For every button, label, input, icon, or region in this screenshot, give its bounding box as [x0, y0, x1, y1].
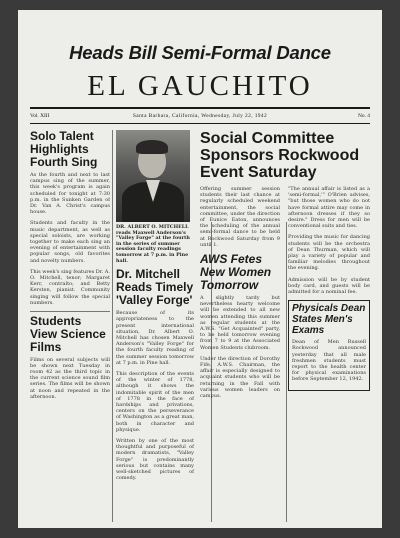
- article-paragraph: A slightly tardy but nevertheless hearty welcome will be extended to all new women attending this summer as regular students at the A.W.S. "Get Acquainted" party, to be held tomorrow evening from 7 to 9 at the Associated Women Students clubroom.: [200, 295, 280, 351]
- spanning-article-header: [200, 130, 370, 184]
- place-date: Santa Barbara, California, Wednesday, July 22, 1942: [132, 113, 268, 119]
- headline-aws: AWS Fetes New Women Tomorrow: [200, 252, 272, 293]
- headline-science-films: Students View Science Films: [30, 313, 106, 354]
- issue-number: No. 4: [358, 113, 370, 119]
- article-paragraph: Admission will be by student body card, and guests will be admitted for a nominal fee.: [288, 276, 370, 296]
- section-rule: [30, 311, 110, 312]
- column-social-continued: [288, 186, 370, 522]
- article-paragraph: Providing the music for dancing students will be the orchestra of Dean Thurman, which will play a variety of popular and familiar melodies throughout the evening.: [288, 234, 370, 272]
- article-paragraph: Offering summer session students their last chance at regularly scheduled weekend entertainment, the social committee, under the direction of Eunice Eaton, announces the scheduling of the annual semi-formal dance to be held at Rockwood Saturday from 9 until 1.: [200, 186, 280, 248]
- headline-solo-talent: Solo Talent Highlights Fourth Sing: [30, 130, 98, 169]
- masthead-rule-bottom: [30, 123, 370, 124]
- column-divider: [112, 130, 113, 522]
- article-paragraph: Because of its appropriateness to the present international situation, Dr. Albert O. Mitchell has chosen Maxwell Anderson's "Valley Forge" for the fourth faculty reading of the summer session tomorrow at 7 p.m. in Pine hall.: [116, 310, 194, 366]
- volume-number: Vol. XIII: [30, 113, 50, 119]
- column-divider: [286, 222, 287, 522]
- article-paragraph: "The annual affair is listed as a 'semi-formal,'" O'Brien advises, "but those women who do not have formal attire may come in afternoon dresses if they so desire." Dress for men will be conventional suits and ties.: [288, 186, 370, 230]
- article-paragraph: Dean of Men Russell Rockwood announced yesterday that all male freshmen students must report to the health center for physical examinations before September 12, 1942.: [292, 339, 366, 383]
- article-paragraph: Under the direction of Dorothy Fife, A.W.S. Chairman, the affair is especially designed to acquaint students who will be returning in the Fall with various women leaders on campus.: [200, 355, 280, 400]
- portrait-photo: [116, 130, 190, 222]
- physicals-box: [288, 300, 370, 390]
- column-mitchell: [116, 130, 208, 522]
- article-paragraph: Written by one of the most thoughtful and purposeful of modern dramatists, "Valley Forge" is predominantly serious but contains many well-sketched pictures of comedy.: [116, 438, 194, 482]
- headline-physicals: Physicals Dean States Men's Exams: [292, 303, 366, 337]
- column-solo-talent: [30, 130, 110, 522]
- article-paragraph: This description of the events of the winter of 1778, although it shows the indomitable spirit of the men of 1778 in the face of hardships and privations, centers on the perseverance of Washington as a great man, both in character and physique.: [116, 370, 194, 433]
- article-paragraph: As the fourth and next to last campus sing of the summer, this week's program is again scheduled for tonight at 7:30 p.m. in the Sunken Garden of Dr. Van A. Christ's campus house.: [30, 172, 110, 216]
- headline-social-committee: Social Committee Sponsors Rockwood Event Saturday: [200, 130, 360, 181]
- headline-valley-forge: Dr. Mitchell Reads Timely 'Valley Forge': [116, 267, 194, 308]
- photo-caption: DR. ALBERT O. MITCHELL reads Maxwell Anderson's "Valley Forge" at the fourth in the series of summer session faculty readings tomorrow at 7 p.m. in Pine hall.: [116, 224, 190, 264]
- banner-headline: Heads Bill Semi-Formal Dance: [69, 42, 331, 63]
- newspaper-page: [18, 10, 382, 528]
- article-paragraph: Films on several subjects will be shown next Tuesday in room 42 as the third topic in the current science sound film series. The films will be shown at noon and repeated in the afternoon.: [30, 356, 110, 400]
- masthead-rule-top: [30, 107, 370, 109]
- column-aws: [200, 186, 280, 522]
- masthead-title: EL GAUCHITO: [87, 70, 313, 102]
- photo-hair: [136, 140, 168, 154]
- article-paragraph: This week's sing features Dr. A. O. Mitchell, tenor; Margaret Kerr, contralto; and Betty Kersten, pianist. Community singing will follow the special numbers.: [30, 268, 110, 306]
- article-paragraph: Students and faculty in the music department, as well as special soloists, are working together to make each sing an evening of entertainment with popular songs, old favorites and novelty numbers.: [30, 220, 110, 264]
